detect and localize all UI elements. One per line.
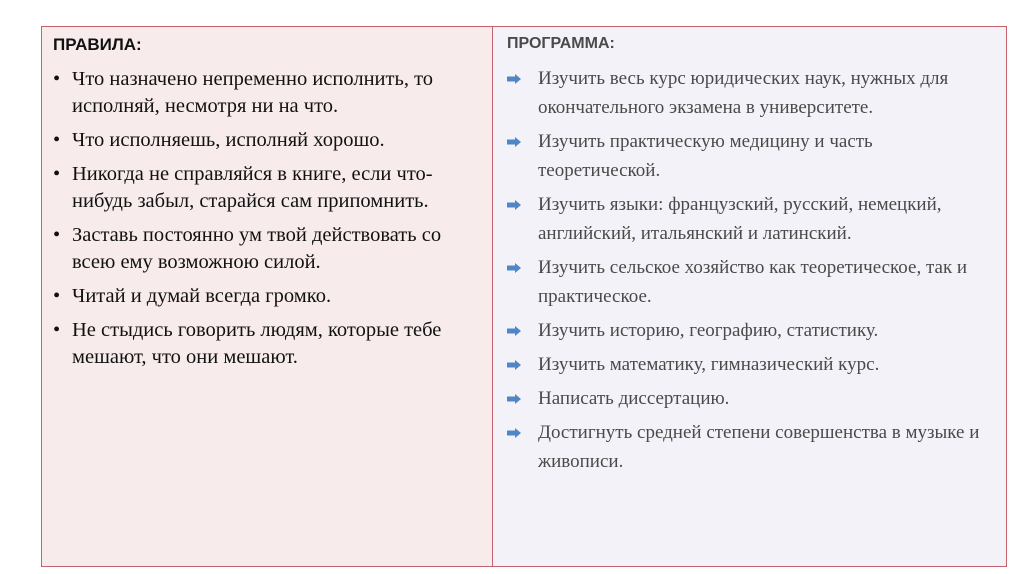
bullet-dot-icon: • [53,129,61,151]
bullet-dot-icon: • [53,163,61,185]
list-item: • Что исполняешь, исполняй хорошо. [53,127,482,154]
list-item: Изучить сельское хозяйство как теоретическое, так и практическое. [507,253,998,311]
bullet-dot-icon: • [53,224,61,246]
bullet-dot-icon: • [53,68,61,90]
rules-list [53,66,482,371]
program-column [493,27,1006,566]
list-item: Изучить практическую медицину и часть теоретической. [507,127,998,185]
list-item: • Не стыдись говорить людям, которые тебе мешают, что они мешают. [53,319,442,368]
list-item: Достигнуть средней степени совершенства в музыке и живописи. [507,418,998,476]
list-item: • Никогда не справляйся в книге, если что-нибудь забыл, старайся сам припомнить. [53,163,433,212]
list-item: • Что назначено непременно исполнить, то исполняй, несмотря ни на что. [53,68,434,117]
program-list [507,64,998,476]
bullet-dot-icon: • [53,285,61,307]
rules-title: ПРАВИЛА: [53,35,142,54]
list-item: Изучить языки: французский, русский, немецкий, английский, итальянский и латинский. [507,190,998,248]
bullet-dot-icon: • [53,319,61,341]
list-item: Написать диссертацию. [507,384,998,413]
rules-column [42,27,493,566]
list-item: • Заставь постоянно ум твой действовать со всею ему возможною силой. [53,224,442,273]
list-item: Изучить математику, гимназический курс. [507,350,998,379]
program-title: ПРОГРАММА: [507,35,615,52]
list-item: Изучить историю, географию, статистику. [507,316,998,345]
list-item: • Читай и думай всегда громко. [53,283,482,310]
content-table [41,26,1007,567]
list-item: Изучить весь курс юридических наук, нужных для окончательного экзамена в университете. [507,64,998,122]
